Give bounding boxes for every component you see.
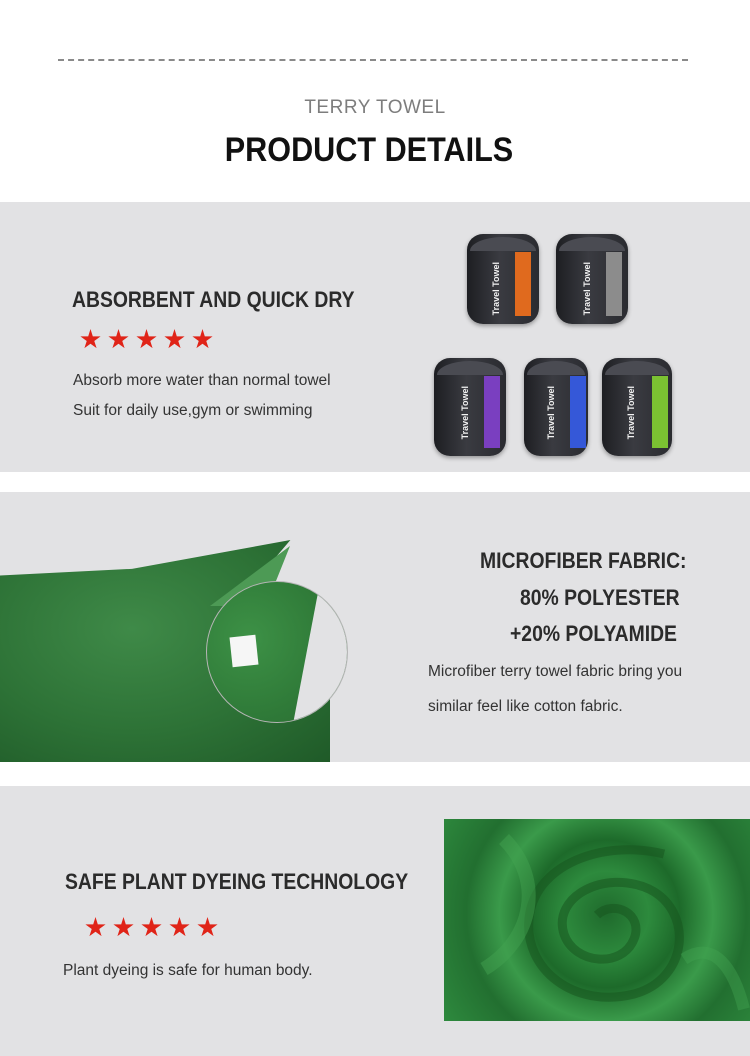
travel-bag-orange [467,234,539,324]
bag-label: Travel Towel [546,386,556,440]
feature-line: Suit for daily use,gym or swimming [73,402,313,419]
bag-label: Travel Towel [582,262,592,316]
travel-bag-purple [434,358,506,456]
fabric-closeup-circle [206,581,348,723]
rating-stars [80,329,213,350]
star-icon [108,329,129,350]
towel-tag [230,635,259,668]
star-icon [141,917,162,938]
feature-line: Absorb more water than normal towel [73,372,331,389]
bag-stripe [515,252,531,316]
travel-bag-grey [556,234,628,324]
page-title: PRODUCT DETAILS [224,131,514,169]
feature-line: Plant dyeing is safe for human body. [63,962,313,979]
product-bags-image [420,220,680,465]
star-icon [113,917,134,938]
star-icon [197,917,218,938]
fabric-heading-line: +20% POLYAMIDE [510,621,677,646]
section-heading: SAFE PLANT DYEING TECHNOLOGY [65,869,409,894]
fabric-heading-line: 80% POLYESTER [520,585,680,610]
rating-stars [85,917,218,938]
star-icon [164,329,185,350]
feature-line: Microfiber terry towel fabric bring you [428,663,683,680]
section-heading: ABSORBENT AND QUICK DRY [72,287,355,312]
star-icon [136,329,157,350]
feature-line: similar feel like cotton fabric. [428,698,623,715]
star-icon [85,917,106,938]
bag-label: Travel Towel [460,386,470,440]
towel-swirl-texture [444,819,750,1021]
bag-label: Travel Towel [491,262,501,316]
page-subtitle: TERRY TOWEL [304,97,446,118]
bag-label: Travel Towel [626,386,636,440]
star-icon [80,329,101,350]
star-icon [192,329,213,350]
travel-bag-blue [524,358,588,456]
dashed-divider [58,59,688,61]
travel-bag-green [602,358,672,456]
fabric-heading-line: MICROFIBER FABRIC: [480,548,687,573]
star-icon [169,917,190,938]
